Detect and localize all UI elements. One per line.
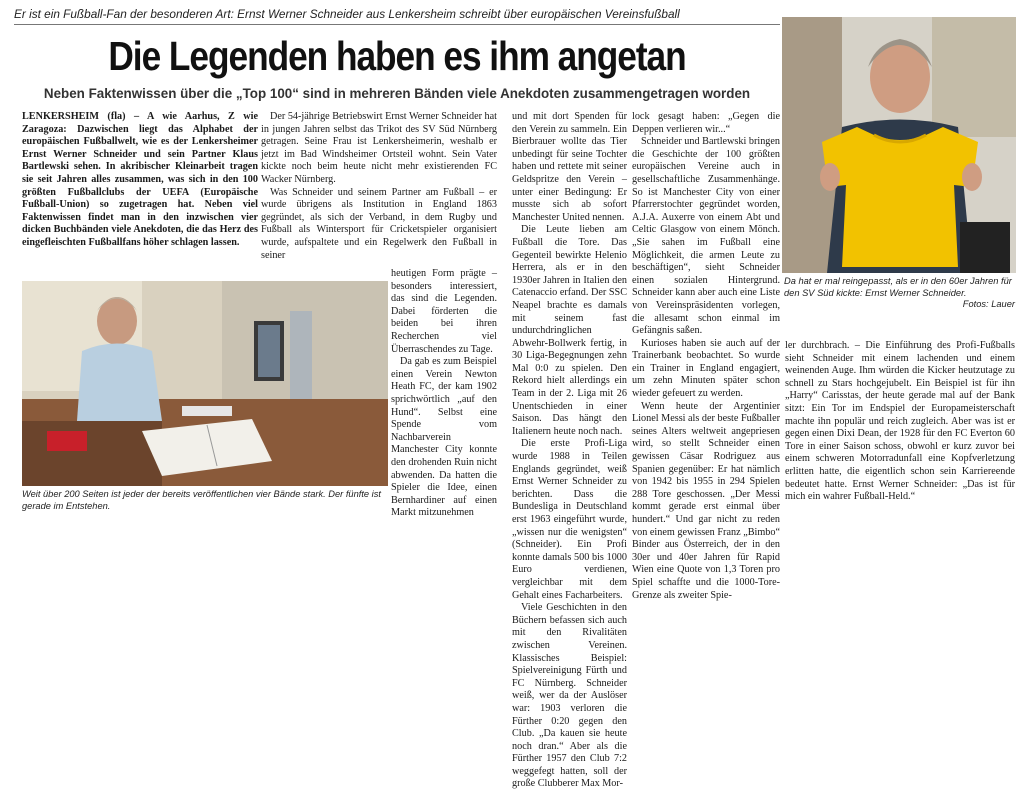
paragraph: lock gesagt haben: „Gegen die Deppen verlieren wir...“: [632, 111, 780, 135]
paragraph: Kurioses haben sie auch auf der Trainerbank beobachtet. So wurde ein Trainer in England engagiert, um zehn Minuten später schon wieder gefeuert zu werden.: [632, 337, 780, 400]
lead-paragraph: LENKERSHEIM (fla) – A wie Aarhus, Z wie Zaragoza: Dazwischen liegt das Alphabet der europäischen Fußballwelt, wie es der Lenkersheimer Ernst Werner Schneider und sein Partner Klaus Bartlewski sehen. In akribischer Kleinarbeit tragen sie seit Jahren alles zusammen, was sich in den 100 größten Fußballclubs der UEFA (Europäische Fußball-Union) so zugetragen hat. Neben viel Faktenwissen findet man in den inzwischen vier dicken Buchbänden viele Anekdoten, die das Herz des eingefleischten Fußballfans höher schlagen lassen.: [22, 111, 258, 248]
paragraph: heutigen Form prägte – besonders interessiert, das sind die Legenden. Dabei förderten die beiden bei ihren Recherchen viel Überraschendes zu Tage.: [391, 268, 497, 355]
paragraph: Schneider und Bartlewski bringen die Geschichte der 100 größten europäischen Vereine auch in gesellschaftliche Zusammenhänge. So ist Manchester City von einer Pfarrerstochter gegründet worden, A.J.A. Auxerre von einem Abt und Celtic Glasgow von einem Mönch. „Sie sahen im Fußball eine Möglichkeit, die armen Leute zu beschäftigen“, sieht Schneider einen sozialen Hintergrund. Schneider kann aber auch eine Liste von Vereinspräsidenten vorlegen, die allesamt schon einmal im Gefängnis saßen.: [632, 136, 780, 337]
paragraph: und mit dort Spenden für den Verein zu sammeln. Ein Bierbrauer wollte das Tier unbedingt für seine Tochter haben und rettete mit seiner Geldspritze den Verein – unter einer Bedingung: Er musste sich ab sofort Manchester United nennen.: [512, 111, 627, 223]
paragraph: Die erste Profi-Liga wurde 1988 in Teilen Englands gegründet, weiß Ernst Werner Schneider zu berichten. Dass die Bundesliga in Deutschland erst 1963 eingeführt wurde, „wissen nur die wenigsten“ (Schneider). Ein Profi konnte damals 500 bis 1000 Euro verdienen, vergleichbar mit dem Gehalt eines Facharbeiters.: [512, 438, 627, 601]
article-column-1: [22, 111, 258, 279]
photo-author-at-desk: [22, 281, 388, 486]
subheadline: Neben Faktenwissen über die „Top 100“ sind in mehreren Bänden viele Anekdoten zusammengetragen worden: [43, 86, 751, 101]
paragraph: ler durchbrach. – Die Einführung des Profi-Fußballs sieht Schneider mit einem lachenden und einem weinenden Auge. Ihm würden die Kicker heutzutage zu schnell zu Stars hochgejubelt. Ein Beispiel ist für ihn „Harry“ Carisstas, der heute gerade mal auf der Bank sitzt: Ein Tor im Endspiel der Europameisterschaft machte ihn populär und reich zugleich. Aber was ist er gegen einen Dixi Dean, der 1928 für den FC Everton 60 Tore in einer Saison schoss, obwohl er kurz zuvor bei einem schweren Motorradunfall eine Kopfverletzung erlitten hatte, die eigentlich schon sein Karriereende bedeutet hatte. Ernst Werner Schneider: „Das ist für mich ein wahrer Fußball-Held.“: [785, 340, 1015, 503]
article-column-4: [632, 111, 780, 601]
paragraph: Der 54-jährige Betriebswirt Ernst Werner Schneider hat in jungen Jahren selbst das Trikot des SV Süd Nürnberg getragen. Seine Frau ist Lenkersheimerin, weshalb er jetzt im Bad Windsheimer Ortsteil wohnt. Sein Vater kickte noch beim heute nicht mehr existierenden FC Wacker Nürnberg.: [261, 111, 497, 185]
photo-caption: [784, 276, 1015, 336]
article-column-3: [512, 111, 627, 790]
paragraph: Da gab es zum Beispiel einen Verein Newton Heath FC, der kam 1902 sprichwörtlich „auf den Hund“. Selbst eine Spende vom Nachbarverein Manchester City konnte den drohenden Ruin nicht abwenden. Da hatten die Spieler die Idee, einen Bernhardiner auf einen Markt mitzunehmen: [391, 356, 497, 519]
kicker-line: Er ist ein Fußball-Fan der besonderen Art: Ernst Werner Schneider aus Lenkersheim schreibt über europäischen Vereinsfußball: [14, 7, 680, 21]
photo-credit: Fotos: Lauer: [962, 299, 1015, 309]
kicker-rule: [14, 24, 780, 25]
photo-caption: Weit über 200 Seiten ist jeder der bereits veröffentlichen vier Bände stark. Der fünfte ist gerade im Entstehen.: [22, 489, 381, 511]
paragraph: Viele Geschichten in den Büchern befassen sich auch mit den Rivalitäten zwischen Vereinen. Klassisches Beispiel: Spielvereinigung Fürth und FC Nürnberg. Schneider weiß, wer da der Auslöser war: 1903 verloren die Fürther 0:20 gegen den Club. „Da kauen sie heute noch dran.“ Aber als die Fürther 1957 den Club 7:2 weggefegt hatten, soll der große Clubberer Max Mor-: [512, 602, 627, 790]
photo-author-with-jersey: [782, 17, 1016, 273]
paragraph: Wenn heute der Argentinier Lionel Messi als der beste Fußballer seines Alters weltweit angepriesen wird, so stellt Schneider einen gewissen Cäsar Rodriguez aus Spanien gegenüber: Er hat nämlich von 1942 bis 1955 in 294 Spielen 288 Tore geschossen. „Der Messi kommt gerade erst einmal über hundert.“ Und gar nicht zu reden von einem gewissen Franz „Bimbo“ Binder aus Österreich, der in den 30er und 40er Jahren für Rapid Wien eine Quote von 1,3 Toren pro Spiel schaffte und die 1000-Tore-Grenze als zweiter Spie-: [632, 400, 780, 601]
paragraph: Die Leute lieben am Fußball die Tore. Das Gegenteil bewirkte Helenio Herrera, als er in den 1930er Jahren in Italien den Catenaccio erfand. Der SSC Neapel brachte es damals mit seinem fast undurchdringlichen Abwehr-Bollwerk fertig, in 30 Liga-Begegnungen zehn Mal 0:0 zu spielen. Den Rekord hielt allerdings ein Team in der 2. Liga mit 26 Unentschieden in einer Saison. Das hängt den Italienern heute noch nach.: [512, 224, 627, 437]
paragraph: Was Schneider und seinem Partner am Fußball – er wurde übrigens als Institution in England 1863 gegründet, als sich der Verband, in dem Rugby und Fußball als Wintersport für Cricketspieler organisiert wurde, aufspaltete und ein Regelwerk den Fußball in seiner: [261, 186, 497, 261]
caption-text: Da hat er mal reingepasst, als er in den 60er Jahren für den SV Süd kickte: Ernst Werner Schneider.: [784, 276, 1012, 298]
article-column-2: [261, 111, 497, 266]
article-column-5: [785, 340, 1015, 525]
headline: Die Legenden haben es ihm angetan: [108, 33, 686, 79]
article-column-2b: [391, 268, 497, 525]
